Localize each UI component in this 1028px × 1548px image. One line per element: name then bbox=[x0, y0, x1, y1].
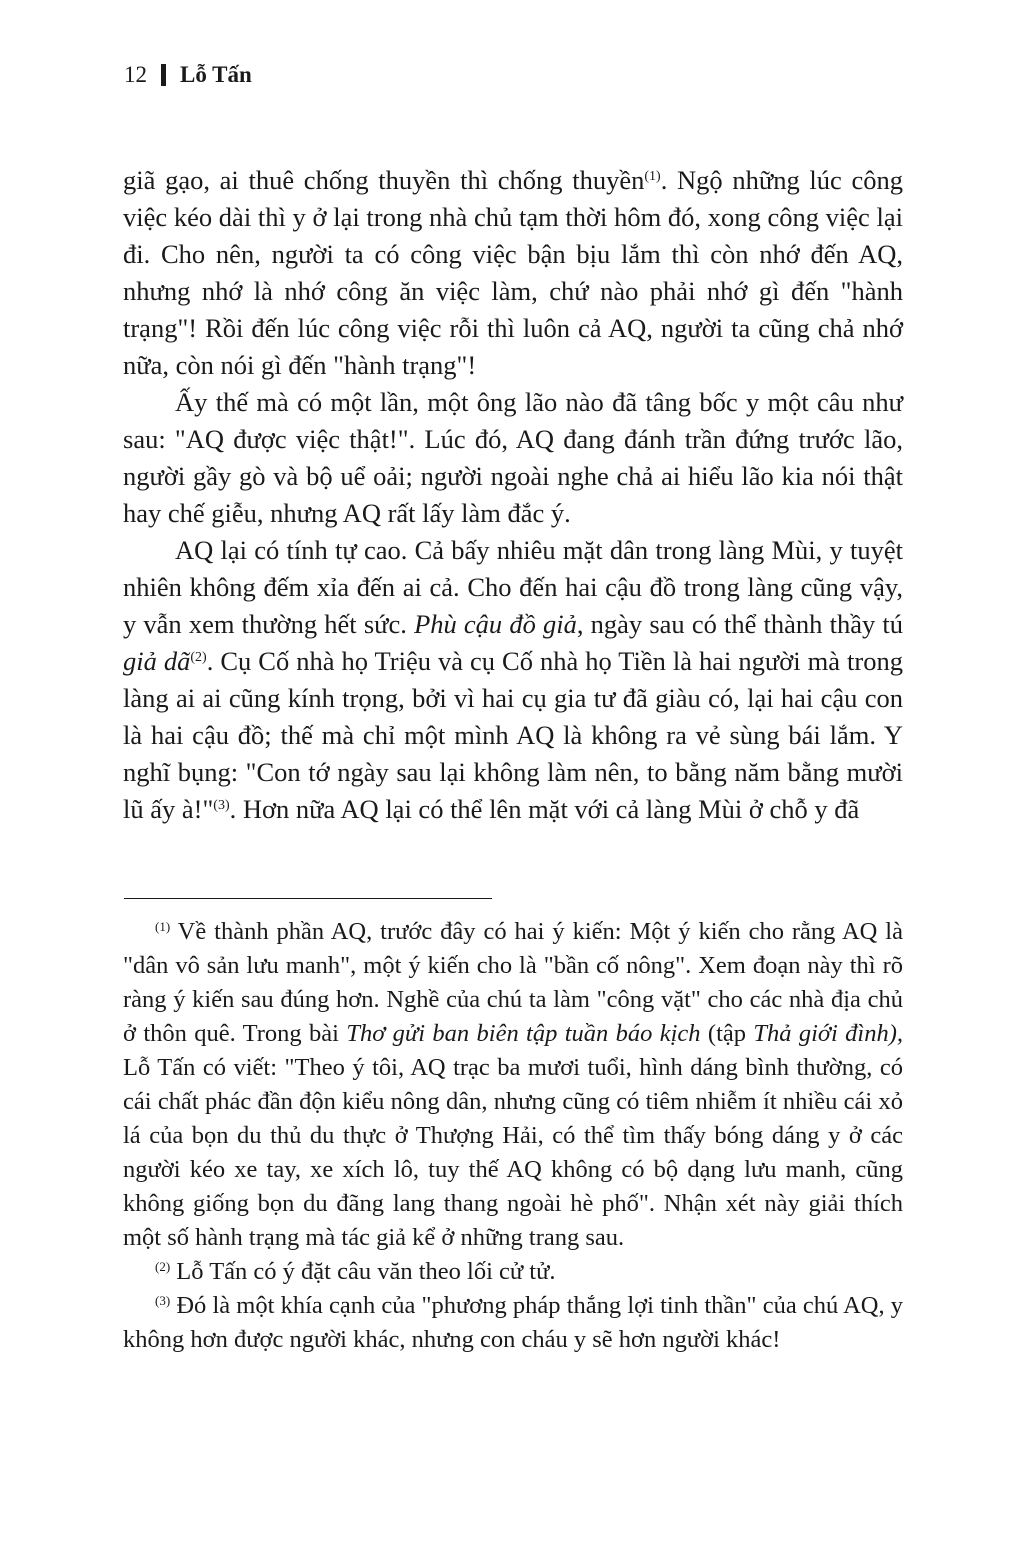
paragraph-3 bbox=[123, 532, 903, 828]
paragraph-1 bbox=[123, 162, 903, 384]
footnote-1-mark: (1) bbox=[155, 919, 171, 934]
paragraph-3-text-b: , ngày sau có thể thành thầy tú bbox=[576, 609, 903, 639]
footnote-ref-3: (3) bbox=[213, 798, 230, 813]
footnote-1-text-b: (tập bbox=[700, 1020, 754, 1047]
footnote-1 bbox=[123, 915, 903, 1255]
page-number: 12 bbox=[124, 62, 147, 87]
footnote-ref-1: (1) bbox=[644, 169, 661, 184]
paragraph-3-text-c: . Cụ Cố nhà họ Triệu và cụ Cố nhà họ Tiền là hai người mà trong làng ai ai cũng kính trọng, bởi vì hai cụ gia tư đã giàu có, lại hai cậu con là hai cậu đồ; thế mà chỉ một mình AQ là không ra vẻ sùng bái lắm. Y nghĩ bụng: "Con tớ ngày sau lại không làm nên, to bằng năm bằng mười lũ ấy à!" bbox=[123, 646, 903, 824]
footnote-divider bbox=[124, 898, 492, 899]
footnote-3-text: Đó là một khía cạnh của "phương pháp thắng lợi tinh thần" của chú AQ, y không hơn được người khác, nhưng con cháu y sẽ hơn người khác! bbox=[123, 1292, 903, 1353]
paragraph-3-italic-2: giả dã bbox=[123, 646, 191, 676]
header-separator bbox=[161, 64, 166, 86]
footnote-3-mark: (3) bbox=[155, 1293, 171, 1308]
footnote-1-italic-1: Thơ gửi ban biên tập tuần báo kịch bbox=[346, 1020, 701, 1047]
footnotes bbox=[123, 915, 903, 1357]
footnote-1-text-a: Về thành phần AQ, trước đây có hai ý kiến: Một ý kiến cho rằng AQ là "dân vô sản lưu manh", một ý kiến cho là "bần cố nông". Xem đoạn này thì rõ ràng ý kiến sau đúng hơn. Nghề của chú ta làm "công vặt" cho các nhà địa chủ ở thôn quê. Trong bài bbox=[123, 918, 903, 1047]
author-name: Lỗ Tấn bbox=[180, 62, 252, 87]
footnote-2-text: Lỗ Tấn có ý đặt câu văn theo lối cử tử. bbox=[170, 1258, 556, 1285]
footnote-1-italic-2: Thả giới đình), bbox=[753, 1020, 903, 1047]
paragraph-3-text-d: . Hơn nữa AQ lại có thể lên mặt với cả làng Mùi ở chỗ y đã bbox=[229, 794, 860, 824]
paragraph-3-text-a: AQ lại có tính tự cao. Cả bấy nhiêu mặt dân trong làng Mùi, y tuyệt nhiên không đếm xỉa đến ai cả. Cho đến hai cậu đồ trong làng cũng vậy, y vẫn xem thường hết sức. bbox=[123, 535, 903, 639]
footnote-1-text-c: Lỗ Tấn có viết: "Theo ý tôi, AQ trạc ba mươi tuổi, hình dáng bình thường, có cái chất phác đần độn kiểu nông dân, nhưng cũng có tiêm nhiễm ít nhiều cái xỏ lá của bọn du thủ du thực ở Thượng Hải, có thể tìm thấy bóng dáng y ở các người kéo xe tay, xe xích lô, tuy thế AQ không có bộ dạng lưu manh, cũng không giống bọn du đãng lang thang ngoài hè phố". Nhận xét này giải thích một số hành trạng mà tác giả kể ở những trang sau. bbox=[123, 1054, 903, 1251]
paragraph-1-text-a: giã gạo, ai thuê chống thuyền thì chống thuyền bbox=[123, 165, 645, 195]
main-text bbox=[123, 162, 903, 828]
footnote-ref-2: (2) bbox=[190, 650, 207, 665]
paragraph-3-italic-1: Phù cậu đồ giả bbox=[414, 609, 577, 639]
running-header bbox=[124, 62, 252, 88]
footnote-3 bbox=[123, 1289, 903, 1357]
paragraph-1-text-b: . Ngộ những lúc công việc kéo dài thì y ở lại trong nhà chủ tạm thời hôm đó, xong công việc lại đi. Cho nên, người ta có công việc bận bịu lắm thì còn nhớ đến AQ, nhưng nhớ là nhớ công ăn việc làm, chứ nào phải nhớ gì đến "hành trạng"! Rồi đến lúc công việc rỗi thì luôn cả AQ, người ta cũng chả nhớ nữa, còn nói gì đến "hành trạng"! bbox=[123, 165, 903, 380]
footnote-2 bbox=[123, 1255, 903, 1289]
footnote-2-mark: (2) bbox=[155, 1259, 171, 1274]
paragraph-2: Ấy thế mà có một lần, một ông lão nào đã tâng bốc y một câu như sau: "AQ được việc thật!". Lúc đó, AQ đang đánh trần đứng trước lão, người gầy gò và bộ uể oải; người ngoài nghe chả ai hiểu lão kia nói thật hay chế giễu, nhưng AQ rất lấy làm đắc ý. bbox=[123, 387, 903, 528]
